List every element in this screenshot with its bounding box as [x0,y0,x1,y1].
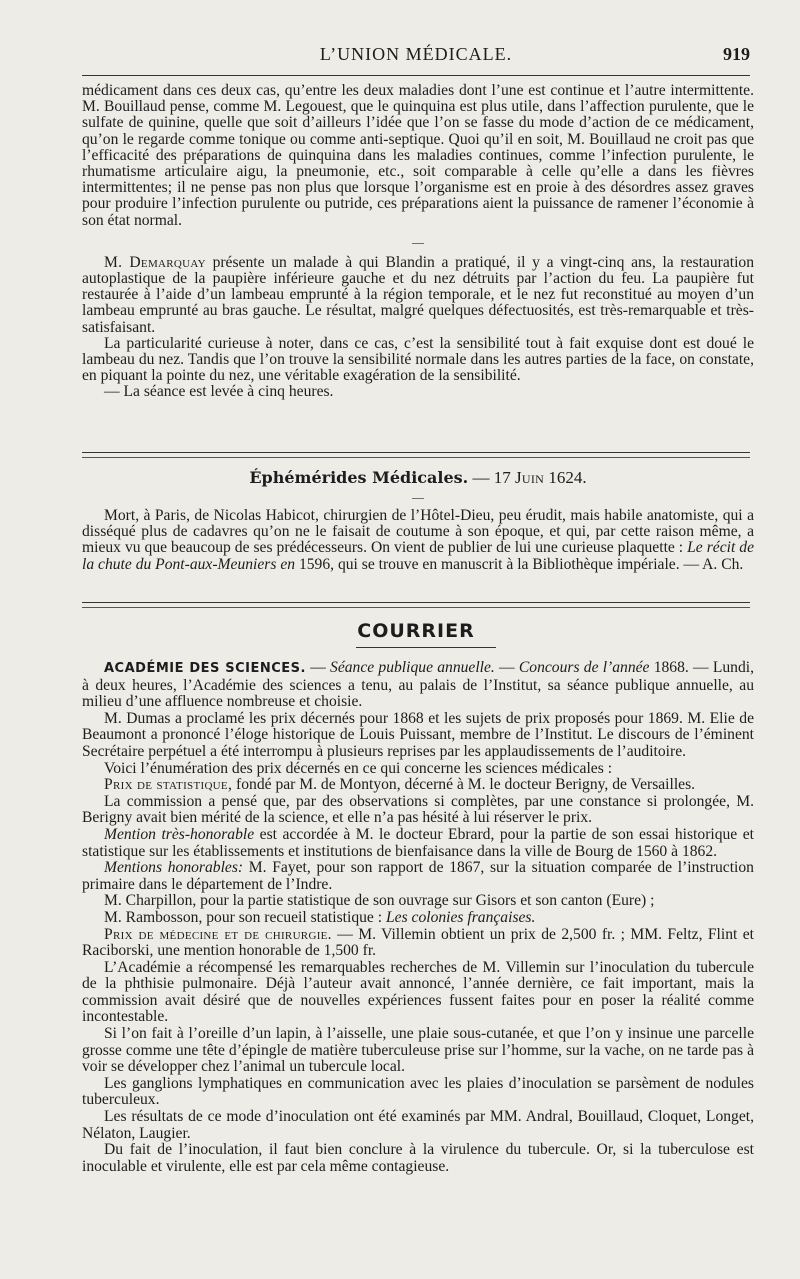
mention-paragraph: Mention très-honorable est accordée à M. le docteur Ebrard, pour la partie de son essai historique et statistique sur les établissements et institutions de bienfaisance dans la ville de Bourg de 1560 à 1862. [82,825,754,860]
running-title: L’UNION MÉDICALE. [319,44,513,64]
ephemerides-title: Éphémérides Médicales. [249,468,469,487]
header-rule [82,75,750,76]
ganglions-paragraph: Les ganglions lymphatiques en communication avec les plaies d’inoculation se parsèment de nodules tuberculeux. [82,1074,754,1109]
academie-paragraph: ACADÉMIE DES SCIENCES. — Séance publique annuelle. — Concours de l’année 1868. — Lundi, à deux heures, l’Académie des sciences a tenu, au palais de l’Institut, sa séance publique annuelle, au milieu d’une affluence nombreuse et choisie. [82,659,755,711]
mentions-paragraph: Mentions honorables: M. Fayet, pour son rapport de 1867, sur la situation comparée de l’instruction primaire dans le département de l’Indre. [82,859,754,893]
demarquay-paragraph [82,255,754,336]
page-header [82,44,750,74]
ephemerides-paragraph: Mort, à Paris, de Nicolas Habicot, chirurgien de l’Hôtel-Dieu, peu érudit, mais habile anatomiste, qui a disséqué plus de cadavres qu’on ne le faisait de coutume à son époque, et qui, par cette raison même, a mieux vu que beaucoup de ses prédécesseurs. On vient de publier de lui une curieuse plaquette : Le récit de la chute du Pont-aux-Meuniers en 1596, qui se trouve en manuscrit à la Bibliothèque impériale. — A. Ch. [82,507,754,573]
demarquay-text: présente un malade à qui Blandin a pratiqué, il y a vingt-cinq ans, la restauration autoplastique de la paupière inférieure gauche et du nez détruits par l’action du feu. La paupière fut restaurée à l’aide d’un lambeau emprunté à la région temporale, et le nez fut reconstitué au moyen d’un lambeau emprunté au bras gauche. Le résultat, malgré quelques défectuosités, est très-remarquable et très-satisfaisant. [82,253,755,336]
charpillon-paragraph: M. Charpillon, pour la partie statistique de son ouvrage sur Gisors et son canton (Eure) ; [104,892,655,910]
dumas-paragraph: M. Dumas a proclamé les prix décernés pour 1868 et les sujets de prix proposés pour 1869. M. Elie de Beaumont a prononcé l’éloge historique de Louis Puissant, membre de l’Institut. Le discours de l’éminent Secrétaire perpétuel a été interrompu à plusieurs reprises par les applaudissements de l’auditoire. [82,709,754,760]
ephemerides-top-rule [82,452,750,458]
seance-levee: — La séance est levée à cinq heures. [104,383,334,401]
commission-paragraph: La commission a pensé que, par des observations si complètes, par une constance si prolongée, M. Berigny avait bien mérité de la science, et elle n’a pas hésité à lui réserver le prix. [82,792,754,827]
courrier-title: COURRIER [357,620,475,642]
section-seance [82,83,754,401]
continuation-paragraph: médicament dans ces deux cas, qu’entre les deux maladies dont l’une est continue et l’autre intermittente. M. Bouillaud pense, comme M. Legouest, que le quinquina est plus utile, dans l’affection purulente, que le sulfate de quinine, quelle que soit d’ailleurs l’idée que l’on se fasse du mode d’action de ce médicament, qu’on le regarde comme tonique ou comme anti-septique. Quoi qu’il en soit, M. Bouillaud ne croit pas que l’efficacité des préparations de quinquina dans les maladies continues, comme l’infection purulente, le rhumatisme articulaire aigu, la pneumonie, etc., soit comparable à celle qu’elle a dans les fièvres intermittentes; il ne pense pas non plus que lorsque l’organisme est en proie à des désordres assez graves pour produire l’infection purulente ou putride, ces préparations aient la puissance de ramener l’économie à son état normal. [82,82,754,229]
dufait-paragraph: Du fait de l’inoculation, il faut bien conclure à la virulence du tubercule. Or, si la tuberculose est inoculable et virulente, elle est par cela même contagieuse. [82,1141,754,1175]
page-number: 919 [723,44,750,64]
voici-paragraph: Voici l’énumération des prix décernés en ce qui concerne les sciences médicales : [104,759,613,777]
section-courrier [82,660,754,1175]
courrier-underline [356,647,496,648]
ephemerides-heading: Éphémérides Médicales. — 17 Juin 1624. [249,468,587,487]
ephemerides-dash: — [412,490,424,504]
medecine-paragraph: Prix de médecine et de chirurgie. — M. Villemin obtient un prix de 2,500 fr. ; MM. Feltz, Flint et Raciborski, une mention honorable de 1,500 fr. [82,925,754,960]
sensibilite-paragraph: La particularité curieuse à noter, dans ce cas, c’est la sensibilité tout à fait exquise dont est doué le lambeau du nez. Tandis que l’on trouve la sensibilité normale dans les autres parties de la face, on constate, en piquant la pointe du nez, une véritable exagération de la sensibilité. [82,334,754,385]
academie-label: ACADÉMIE DES SCIENCES. [104,661,306,676]
lapin-paragraph: Si l’on fait à l’oreille d’un lapin, à l’aisselle, une plaie sous-cutanée, et que l’on y insinue une parcelle grosse comme une tête d’épingle de matière tuberculeuse prise sur l’homme, sur la vache, on ne tarde pas à voir se développer chez l’animal un tubercule local. [82,1025,754,1076]
demarquay-name: M. Demarquay [104,253,206,271]
courrier-top-rule [82,602,750,608]
statistique-paragraph: Prix de statistique, fondé par M. de Montyon, décerné à M. le docteur Berigny, de Versailles. [104,776,696,794]
rambosson-paragraph: M. Rambosson, pour son recueil statistique : Les colonies françaises. [104,908,536,926]
villemin-paragraph: L’Académie a récompensé les remarquables recherches de M. Villemin sur l’inoculation du tubercule de la phthisie pulmonaire. Déjà l’auteur avait annoncé, l’année dernière, ce fait important, mais la commission avait désiré que de nouvelles expériences fussent faites pour en poser la réalité comme incontestable. [82,958,754,1026]
section-ephemerides [82,468,754,573]
separator-dash: — [412,234,424,249]
resultats-paragraph: Les résultats de ce mode d’inoculation ont été examinés par MM. Andral, Bouillaud, Cloquet, Longet, Nélaton, Laugier. [82,1108,754,1142]
